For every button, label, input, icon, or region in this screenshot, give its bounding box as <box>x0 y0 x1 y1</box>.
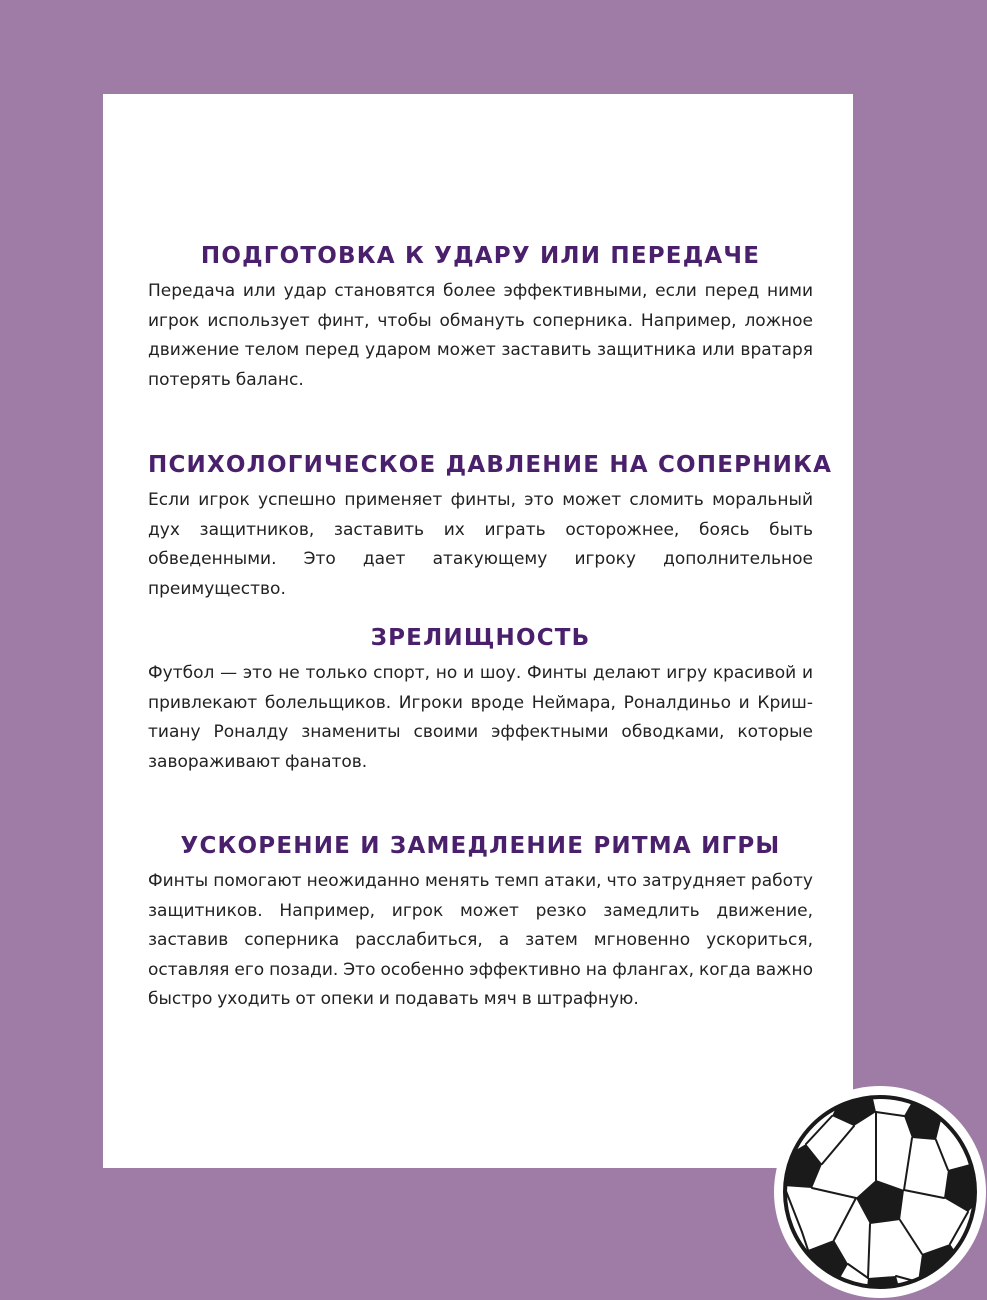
section-psychological-pressure <box>148 450 833 604</box>
section-text: Передача или удар становятся более эффективными, если перед ними игрок использует финт, чтобы обмануть соперника. Например, ложное движение телом перед ударом может заставить защитника или вратаря потерять баланс. <box>148 281 813 390</box>
section-heading: ПСИХОЛОГИЧЕСКОЕ ДАВЛЕНИЕ НА СОПЕРНИКА <box>148 452 833 478</box>
section-text: Финты помогают неожиданно менять темп атаки, что затрудняет работу защитников. Например, игрок может резко замедлить движение, заставив соперника расслабиться, а затем мгновенно ускориться, оставляя его позади. Это особенно эффективно на флангах, когда важно быстро уходить от опеки и подавать мяч в штрафную. <box>148 871 813 1009</box>
section-text: Если игрок успешно применяет финты, это может сломить моральный дух защитников, заставить их играть осторожнее, боясь быть обведенными. Это дает атакующему игроку дополнительное преимущество. <box>148 490 813 599</box>
section-game-rhythm <box>148 831 813 1015</box>
section-heading: УСКОРЕНИЕ И ЗАМЕДЛЕНИЕ РИТМА ИГРЫ <box>180 833 781 859</box>
text-page <box>103 94 853 1168</box>
section-heading: ЗРЕЛИЩНОСТЬ <box>370 625 591 651</box>
soccer-ball-icon <box>772 1082 987 1298</box>
section-spectacle <box>148 623 813 777</box>
section-text: Футбол — это не только спорт, но и шоу. Финты делают игру красивой и привлекают болельщиков. Игроки вроде Неймара, Роналдиньо и Криштиану Роналду знамениты своими эффектными обводками, которые завораживают фанатов. <box>148 663 813 772</box>
section-shot-preparation <box>148 241 813 395</box>
section-heading: ПОДГОТОВКА К УДАРУ ИЛИ ПЕРЕДАЧЕ <box>200 243 761 269</box>
